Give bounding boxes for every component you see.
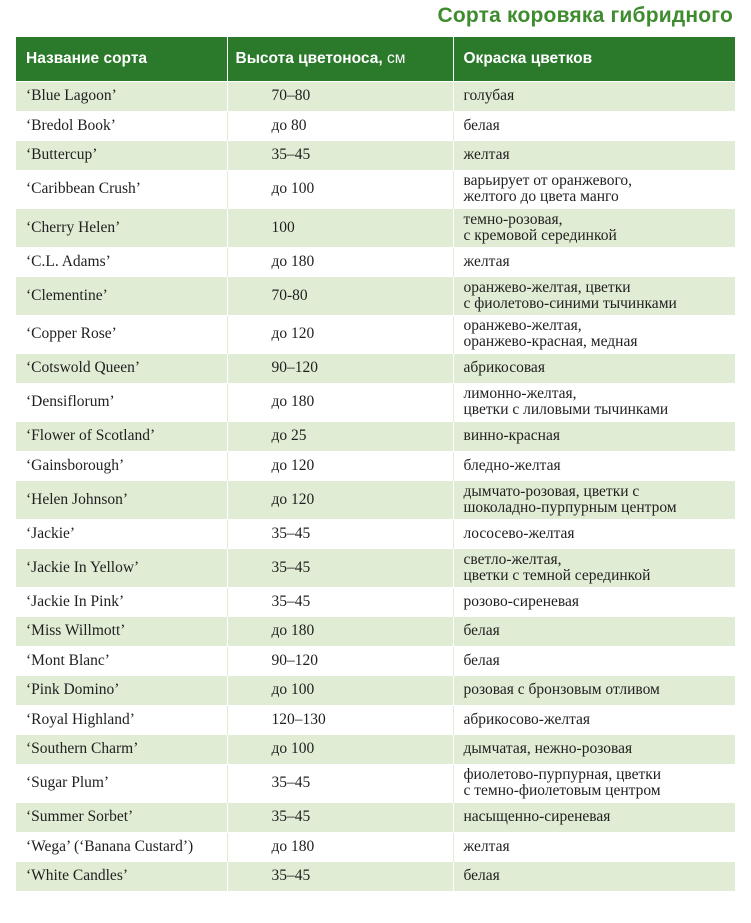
table-row [16, 519, 735, 549]
table-row [16, 209, 735, 248]
column-header-height-label: Высота цветоноса, [235, 50, 383, 67]
stem-height-cell: 35–45 [227, 862, 453, 891]
flower-color-cell: фиолетово-пурпурная, цветки с темно-фиолетовым центром [453, 764, 735, 803]
variety-name-cell: ‘Royal Highland’ [16, 705, 227, 735]
stem-height-cell: до 120 [227, 315, 453, 354]
flower-color-cell: абрикосово-желтая [453, 705, 735, 735]
variety-name-cell: ‘White Candles’ [16, 862, 227, 891]
flower-color-cell: белая [453, 862, 735, 891]
flower-color-cell: розово-сиреневая [453, 587, 735, 617]
variety-name-cell: ‘Flower of Scotland’ [16, 422, 227, 452]
table-row [16, 354, 735, 384]
stem-height-cell: 100 [227, 209, 453, 248]
variety-name-cell: ‘Blue Lagoon’ [16, 82, 227, 112]
stem-height-cell: 70–80 [227, 82, 453, 112]
table-row [16, 422, 735, 452]
column-header-height-unit: см [386, 50, 406, 67]
flower-color-cell: дымчато-розовая, цветки с шоколадно-пурпурным центром [453, 481, 735, 520]
page-title: Сорта коровяка гибридного [437, 4, 733, 27]
stem-height-cell: до 180 [227, 383, 453, 422]
flower-color-cell: белая [453, 617, 735, 647]
table-row [16, 111, 735, 141]
flower-color-cell: винно-красная [453, 422, 735, 452]
variety-name-cell: ‘Mont Blanc’ [16, 646, 227, 676]
stem-height-cell: 90–120 [227, 646, 453, 676]
table-header-row [16, 37, 735, 82]
variety-name-cell: ‘C.L. Adams’ [16, 247, 227, 277]
stem-height-cell: до 180 [227, 832, 453, 862]
table-row [16, 617, 735, 647]
variety-name-cell: ‘Miss Willmott’ [16, 617, 227, 647]
stem-height-cell: 35–45 [227, 549, 453, 588]
flower-color-cell: белая [453, 646, 735, 676]
flower-color-cell: желтая [453, 832, 735, 862]
variety-name-cell: ‘Bredol Book’ [16, 111, 227, 141]
variety-name-cell: ‘Jackie In Yellow’ [16, 549, 227, 588]
flower-color-cell: голубая [453, 82, 735, 112]
flower-color-cell: лимонно-желтая, цветки с лиловыми тычинками [453, 383, 735, 422]
stem-height-cell: до 120 [227, 481, 453, 520]
table-row [16, 862, 735, 891]
table-row [16, 141, 735, 171]
flower-color-cell: варьирует от оранжевого, желтого до цвета манго [453, 170, 735, 209]
stem-height-cell: 35–45 [227, 803, 453, 833]
variety-name-cell: ‘Densiflorum’ [16, 383, 227, 422]
variety-name-cell: ‘Copper Rose’ [16, 315, 227, 354]
stem-height-cell: до 25 [227, 422, 453, 452]
variety-name-cell: ‘Caribbean Crush’ [16, 170, 227, 209]
table-row [16, 646, 735, 676]
flower-color-cell: темно-розовая, с кремовой серединкой [453, 209, 735, 248]
variety-name-cell: ‘Pink Domino’ [16, 676, 227, 706]
flower-color-cell: желтая [453, 247, 735, 277]
variety-name-cell: ‘Southern Charm’ [16, 735, 227, 765]
column-header-color: Окраска цветков [453, 37, 735, 82]
table-row [16, 549, 735, 588]
table-row [16, 832, 735, 862]
stem-height-cell: 70-80 [227, 277, 453, 316]
variety-name-cell: ‘Wega’ (‘Banana Custard’) [16, 832, 227, 862]
table-row [16, 315, 735, 354]
table-row [16, 705, 735, 735]
variety-name-cell: ‘Cherry Helen’ [16, 209, 227, 248]
table-row [16, 383, 735, 422]
table-row [16, 277, 735, 316]
stem-height-cell: 35–45 [227, 519, 453, 549]
stem-height-cell: 35–45 [227, 587, 453, 617]
stem-height-cell: до 100 [227, 170, 453, 209]
variety-name-cell: ‘Clementine’ [16, 277, 227, 316]
column-header-name: Название сорта [16, 37, 227, 82]
table-row [16, 764, 735, 803]
variety-name-cell: ‘Jackie In Pink’ [16, 587, 227, 617]
stem-height-cell: до 120 [227, 451, 453, 481]
variety-name-cell: ‘Jackie’ [16, 519, 227, 549]
flower-color-cell: насыщенно-сиреневая [453, 803, 735, 833]
flower-color-cell: белая [453, 111, 735, 141]
stem-height-cell: 35–45 [227, 764, 453, 803]
stem-height-cell: 35–45 [227, 141, 453, 171]
table-row [16, 587, 735, 617]
stem-height-cell: 120–130 [227, 705, 453, 735]
stem-height-cell: до 100 [227, 676, 453, 706]
variety-name-cell: ‘Buttercup’ [16, 141, 227, 171]
variety-name-cell: ‘Sugar Plum’ [16, 764, 227, 803]
column-header-height [227, 37, 453, 82]
variety-name-cell: ‘Helen Johnson’ [16, 481, 227, 520]
table-row [16, 82, 735, 112]
stem-height-cell: до 100 [227, 735, 453, 765]
flower-color-cell: дымчатая, нежно-розовая [453, 735, 735, 765]
flower-color-cell: светло-желтая, цветки с темной серединкой [453, 549, 735, 588]
variety-name-cell: ‘Cotswold Queen’ [16, 354, 227, 384]
flower-color-cell: оранжево-желтая, цветки с фиолетово-синими тычинками [453, 277, 735, 316]
flower-color-cell: желтая [453, 141, 735, 171]
stem-height-cell: до 80 [227, 111, 453, 141]
table-row [16, 481, 735, 520]
table-row [16, 170, 735, 209]
flower-color-cell: бледно-желтая [453, 451, 735, 481]
table-row [16, 803, 735, 833]
table-row [16, 451, 735, 481]
table-row [16, 735, 735, 765]
variety-name-cell: ‘Summer Sorbet’ [16, 803, 227, 833]
table-body [16, 82, 735, 891]
table-row [16, 247, 735, 277]
stem-height-cell: до 180 [227, 247, 453, 277]
flower-color-cell: оранжево-желтая, оранжево-красная, медная [453, 315, 735, 354]
table-row [16, 676, 735, 706]
flower-color-cell: абрикосовая [453, 354, 735, 384]
flower-color-cell: лососево-желтая [453, 519, 735, 549]
varieties-table [16, 37, 735, 891]
flower-color-cell: розовая с бронзовым отливом [453, 676, 735, 706]
variety-name-cell: ‘Gainsborough’ [16, 451, 227, 481]
stem-height-cell: до 180 [227, 617, 453, 647]
stem-height-cell: 90–120 [227, 354, 453, 384]
